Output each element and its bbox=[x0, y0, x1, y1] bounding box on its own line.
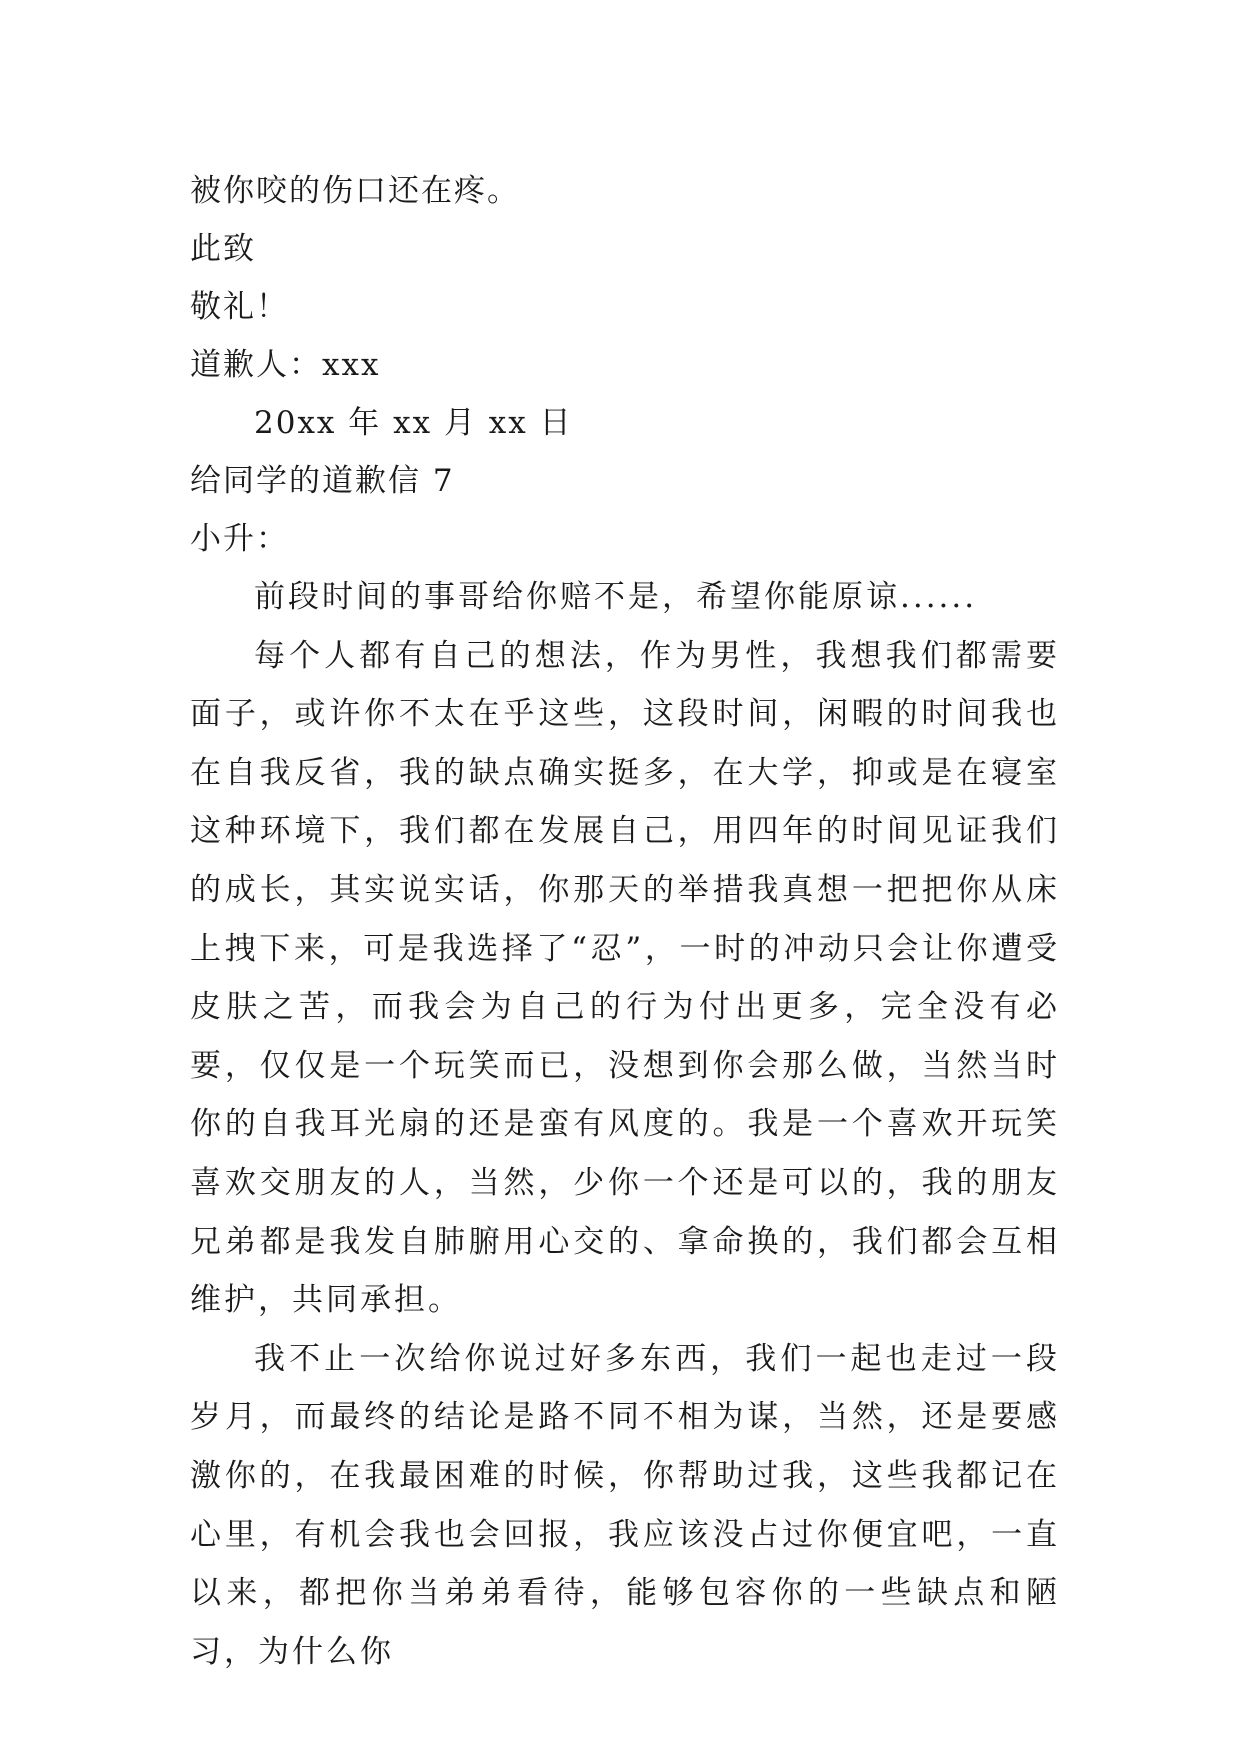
paragraph-3: 我不止一次给你说过好多东西，我们一起也走过一段岁月，而最终的结论是路不同不相为谋，当然，还是要感激你的，在我最困难的时候，你帮助过我，这些我都记在心里，有机会我也会回报，我应该没占过你便宜吧，一直以来，都把你当弟弟看待，能够包容你的一些缺点和陋习，为什么你 bbox=[190, 1340, 1060, 1670]
salutation-line-1: 此致 bbox=[190, 231, 256, 267]
paragraph-2: 每个人都有自己的想法，作为男性，我想我们都需要面子，或许你不太在乎这些，这段时间，闲暇的时间我也在自我反省，我的缺点确实挺多，在大学，抑或是在寝室这种环境下，我们都在发展自己，用四年的时间见证我们的成长，其实说实话，你那天的举措我真想一把把你从床上拽下来，可是我选择了“忍”，一时的冲动只会让你遭受皮肤之苦，而我会为自己的行为付出更多，完全没有必要，仅仅是一个玩笑而已，没想到你会那么做，当然当时你的自我耳光扇的还是蛮有风度的。我是一个喜欢开玩笑喜欢交朋友的人，当然，少你一个还是可以的，我的朋友兄弟都是我发自肺腑用心交的、拿命换的，我们都会互相维护，共同承担。 bbox=[190, 637, 1060, 1319]
signature-line: 道歉人：xxx bbox=[190, 347, 381, 383]
salutation-line-2: 敬礼！ bbox=[190, 289, 289, 325]
recipient-line: 小升： bbox=[190, 521, 289, 557]
paragraph-1: 前段时间的事哥给你赔不是，希望你能原谅...... bbox=[254, 579, 978, 615]
letter-text bbox=[190, 162, 1060, 1681]
closing-line: 被你咬的伤口还在疼。 bbox=[190, 173, 520, 209]
letter-heading: 给同学的道歉信 7 bbox=[190, 463, 455, 499]
date-line: 20xx 年 xx 月 xx 日 bbox=[254, 405, 573, 441]
